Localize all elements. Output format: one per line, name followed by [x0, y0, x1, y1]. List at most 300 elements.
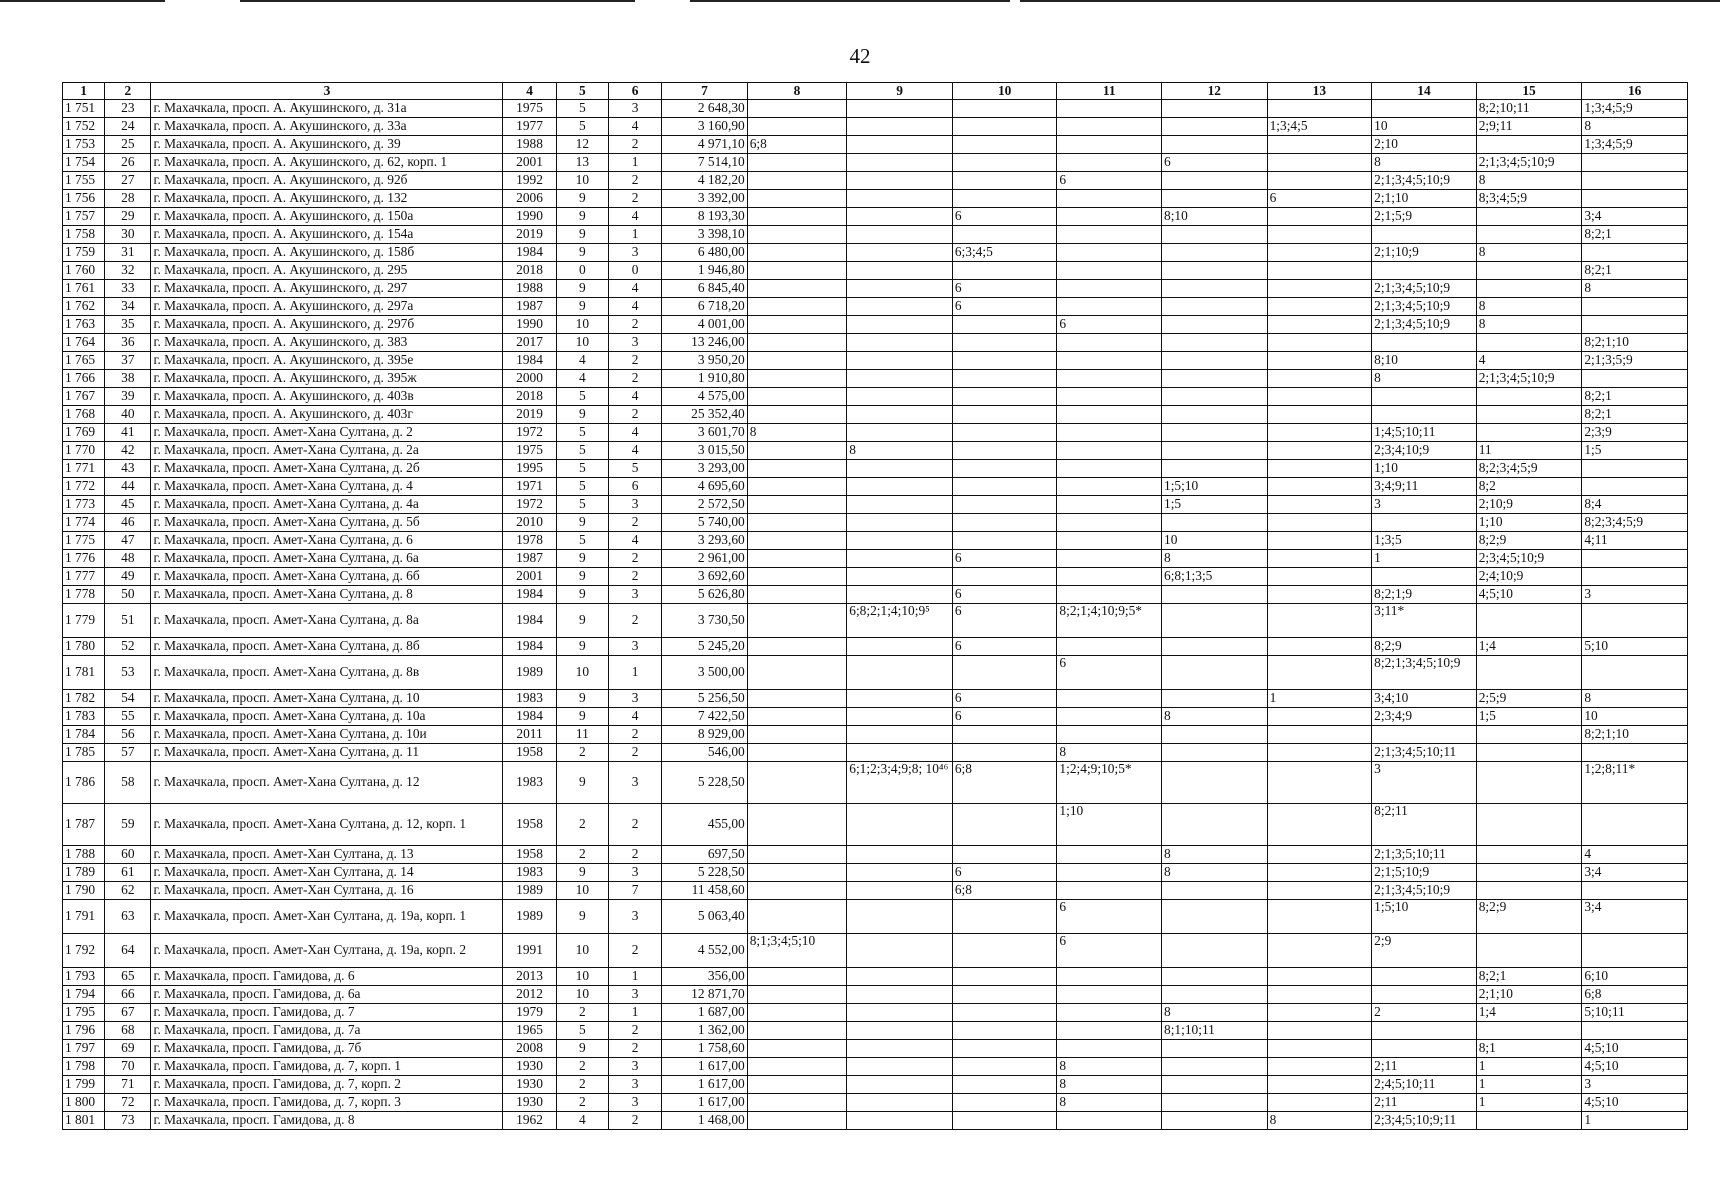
table-cell-col-11 — [1057, 1040, 1162, 1058]
table-cell-col-3: г. Махачкала, просп. А. Акушинского, д. 297а — [151, 298, 503, 316]
table-cell-col-3: г. Махачкала, просп. Амет-Хана Султана, д. 6б — [151, 568, 503, 586]
table-cell-col-16: 6;8 — [1582, 986, 1688, 1004]
table-cell-col-14 — [1372, 262, 1477, 280]
table-row — [63, 154, 1688, 172]
table-cell-col-4: 2011 — [503, 726, 556, 744]
table-cell-col-9 — [847, 460, 953, 478]
table-cell-col-1: 1 770 — [63, 442, 105, 460]
table-cell-col-3: г. Махачкала, просп. Амет-Хан Султана, д. 16 — [151, 882, 503, 900]
table-cell-col-5: 5 — [556, 460, 608, 478]
table-cell-col-14: 3;4;10 — [1372, 690, 1477, 708]
table-cell-col-11 — [1057, 986, 1162, 1004]
table-cell-col-6: 3 — [608, 244, 661, 262]
table-cell-col-13 — [1267, 496, 1372, 514]
table-cell-col-6: 3 — [608, 100, 661, 118]
table-cell-col-8 — [747, 708, 847, 726]
table-cell-col-10 — [952, 154, 1057, 172]
table-cell-col-5: 10 — [556, 882, 608, 900]
table-row — [63, 352, 1688, 370]
table-cell-col-11 — [1057, 334, 1162, 352]
table-cell-col-4: 2019 — [503, 406, 556, 424]
table-cell-col-1: 1 779 — [63, 604, 105, 638]
table-cell-col-11 — [1057, 532, 1162, 550]
table-cell-col-13 — [1267, 1022, 1372, 1040]
table-cell-col-14: 2;3;4;9 — [1372, 708, 1477, 726]
table-cell-col-11 — [1057, 388, 1162, 406]
table-cell-col-8 — [747, 316, 847, 334]
table-cell-col-11 — [1057, 442, 1162, 460]
table-cell-col-10 — [952, 1112, 1057, 1130]
table-cell-col-14: 1 — [1372, 550, 1477, 568]
table-cell-col-13 — [1267, 968, 1372, 986]
table-cell-col-2: 40 — [105, 406, 151, 424]
table-cell-col-8 — [747, 1094, 847, 1112]
table-cell-col-6: 1 — [608, 226, 661, 244]
table-cell-col-14 — [1372, 514, 1477, 532]
table-cell-col-2: 25 — [105, 136, 151, 154]
table-cell-col-10 — [952, 460, 1057, 478]
table-cell-col-11: 8;2;1;4;10;9;5* — [1057, 604, 1162, 638]
table-cell-col-15: 8;2;9 — [1476, 532, 1582, 550]
table-cell-col-14: 2;3;4;10;9 — [1372, 442, 1477, 460]
table-cell-col-7: 2 648,30 — [662, 100, 747, 118]
table-cell-col-10 — [952, 262, 1057, 280]
table-cell-col-16 — [1582, 478, 1688, 496]
table-cell-col-6: 1 — [608, 968, 661, 986]
table-cell-col-5: 9 — [556, 550, 608, 568]
table-cell-col-9 — [847, 900, 953, 934]
table-cell-col-5: 9 — [556, 244, 608, 262]
table-cell-col-9 — [847, 190, 953, 208]
table-cell-col-1: 1 785 — [63, 744, 105, 762]
table-cell-col-4: 1975 — [503, 442, 556, 460]
table-cell-col-14: 1;3;5 — [1372, 532, 1477, 550]
table-cell-col-16: 8;2;1 — [1582, 406, 1688, 424]
table-cell-col-10 — [952, 406, 1057, 424]
table-cell-col-11 — [1057, 406, 1162, 424]
table-cell-col-14: 2;1;3;4;5;10;9 — [1372, 882, 1477, 900]
table-cell-col-16 — [1582, 604, 1688, 638]
table-cell-col-14: 1;10 — [1372, 460, 1477, 478]
table-cell-col-3: г. Махачкала, просп. Амет-Хана Султана, д. 2б — [151, 460, 503, 478]
table-cell-col-1: 1 754 — [63, 154, 105, 172]
table-cell-col-6: 2 — [608, 514, 661, 532]
table-cell-col-13 — [1267, 744, 1372, 762]
table-cell-col-9 — [847, 1094, 953, 1112]
table-cell-col-5: 5 — [556, 478, 608, 496]
table-cell-col-3: г. Махачкала, просп. Амет-Хана Султана, д. 6 — [151, 532, 503, 550]
table-row — [63, 1076, 1688, 1094]
table-cell-col-10: 6 — [952, 208, 1057, 226]
table-cell-col-6: 3 — [608, 638, 661, 656]
table-cell-col-15: 8 — [1476, 244, 1582, 262]
table-cell-col-5: 9 — [556, 900, 608, 934]
table-cell-col-1: 1 800 — [63, 1094, 105, 1112]
table-cell-col-6: 3 — [608, 334, 661, 352]
table-cell-col-3: г. Махачкала, просп. Амет-Хан Султана, д. 14 — [151, 864, 503, 882]
table-cell-col-3: г. Махачкала, просп. Амет-Хана Султана, д. 5б — [151, 514, 503, 532]
table-cell-col-8 — [747, 460, 847, 478]
table-cell-col-4: 1984 — [503, 244, 556, 262]
table-cell-col-13 — [1267, 388, 1372, 406]
table-cell-col-10 — [952, 352, 1057, 370]
table-cell-col-4: 1989 — [503, 900, 556, 934]
table-cell-col-2: 58 — [105, 762, 151, 804]
table-cell-col-15: 8;2;10;11 — [1476, 100, 1582, 118]
table-cell-col-12 — [1162, 900, 1268, 934]
table-cell-col-5: 4 — [556, 370, 608, 388]
table-cell-col-14: 2;1;10 — [1372, 190, 1477, 208]
table-cell-col-16: 8;2;1;10 — [1582, 726, 1688, 744]
table-cell-col-2: 27 — [105, 172, 151, 190]
table-cell-col-10 — [952, 968, 1057, 986]
table-cell-col-8 — [747, 804, 847, 846]
table-cell-col-5: 2 — [556, 1094, 608, 1112]
table-cell-col-4: 2018 — [503, 262, 556, 280]
table-cell-col-8 — [747, 638, 847, 656]
table-cell-col-4: 1987 — [503, 550, 556, 568]
table-cell-col-5: 9 — [556, 568, 608, 586]
table-cell-col-5: 9 — [556, 298, 608, 316]
table-cell-col-10 — [952, 478, 1057, 496]
table-cell-col-2: 38 — [105, 370, 151, 388]
table-row — [63, 1022, 1688, 1040]
table-cell-col-13 — [1267, 262, 1372, 280]
table-cell-col-13: 1;3;4;5 — [1267, 118, 1372, 136]
table-row — [63, 442, 1688, 460]
table-row — [63, 568, 1688, 586]
table-cell-col-2: 43 — [105, 460, 151, 478]
table-cell-col-3: г. Махачкала, просп. А. Акушинского, д. 62, корп. 1 — [151, 154, 503, 172]
table-cell-col-1: 1 784 — [63, 726, 105, 744]
table-cell-col-1: 1 801 — [63, 1112, 105, 1130]
table-cell-col-1: 1 790 — [63, 882, 105, 900]
table-cell-col-8 — [747, 118, 847, 136]
table-cell-col-14 — [1372, 968, 1477, 986]
table-cell-col-8 — [747, 1004, 847, 1022]
table-cell-col-7: 1 687,00 — [662, 1004, 747, 1022]
table-cell-col-4: 1965 — [503, 1022, 556, 1040]
table-cell-col-12 — [1162, 604, 1268, 638]
table-cell-col-1: 1 786 — [63, 762, 105, 804]
table-cell-col-13 — [1267, 460, 1372, 478]
table-cell-col-15 — [1476, 388, 1582, 406]
table-cell-col-3: г. Махачкала, просп. Гамидова, д. 7 — [151, 1004, 503, 1022]
table-cell-col-16 — [1582, 568, 1688, 586]
table-cell-col-4: 1972 — [503, 496, 556, 514]
table-cell-col-7: 3 500,00 — [662, 656, 747, 690]
table-cell-col-9 — [847, 846, 953, 864]
table-cell-col-7: 5 228,50 — [662, 864, 747, 882]
table-cell-col-3: г. Махачкала, просп. А. Акушинского, д. 295 — [151, 262, 503, 280]
table-cell-col-7: 5 063,40 — [662, 900, 747, 934]
table-cell-col-5: 9 — [556, 864, 608, 882]
table-row — [63, 136, 1688, 154]
table-cell-col-11 — [1057, 968, 1162, 986]
table-cell-col-16 — [1582, 316, 1688, 334]
table-cell-col-6: 3 — [608, 986, 661, 1004]
table-cell-col-15: 8 — [1476, 316, 1582, 334]
table-cell-col-16: 1 — [1582, 1112, 1688, 1130]
table-cell-col-16: 1;2;8;11* — [1582, 762, 1688, 804]
table-cell-col-8 — [747, 726, 847, 744]
table-cell-col-3: г. Махачкала, просп. А. Акушинского, д. 403в — [151, 388, 503, 406]
table-cell-col-15 — [1476, 744, 1582, 762]
table-cell-col-6: 2 — [608, 934, 661, 968]
table-cell-col-12 — [1162, 882, 1268, 900]
table-cell-col-5: 13 — [556, 154, 608, 172]
table-cell-col-3: г. Махачкала, просп. А. Акушинского, д. 33а — [151, 118, 503, 136]
table-cell-col-1: 1 758 — [63, 226, 105, 244]
table-cell-col-9: 6;8;2;1;4;10;9⁵ — [847, 604, 953, 638]
table-cell-col-4: 1988 — [503, 280, 556, 298]
table-cell-col-14: 3 — [1372, 762, 1477, 804]
table-cell-col-3: г. Махачкала, просп. Амет-Хан Султана, д. 19а, корп. 2 — [151, 934, 503, 968]
table-cell-col-2: 66 — [105, 986, 151, 1004]
table-cell-col-1: 1 759 — [63, 244, 105, 262]
table-cell-col-1: 1 798 — [63, 1058, 105, 1076]
table-cell-col-4: 2001 — [503, 568, 556, 586]
table-cell-col-6: 4 — [608, 388, 661, 406]
table-cell-col-4: 1990 — [503, 316, 556, 334]
table-row — [63, 388, 1688, 406]
table-cell-col-3: г. Махачкала, просп. Амет-Хана Султана, д. 4а — [151, 496, 503, 514]
table-row — [63, 804, 1688, 846]
table-cell-col-10 — [952, 442, 1057, 460]
table-cell-col-12 — [1162, 316, 1268, 334]
table-cell-col-11 — [1057, 514, 1162, 532]
table-cell-col-9 — [847, 882, 953, 900]
table-cell-col-16: 3;4 — [1582, 864, 1688, 882]
table-cell-col-2: 51 — [105, 604, 151, 638]
table-cell-col-13 — [1267, 154, 1372, 172]
table-cell-col-14: 2;1;3;4;5;10;9 — [1372, 280, 1477, 298]
table-cell-col-16: 4;5;10 — [1582, 1040, 1688, 1058]
table-cell-col-16: 8;2;1 — [1582, 262, 1688, 280]
table-cell-col-2: 62 — [105, 882, 151, 900]
table-cell-col-16: 8;2;3;4;5;9 — [1582, 514, 1688, 532]
table-cell-col-12: 8 — [1162, 708, 1268, 726]
table-row — [63, 100, 1688, 118]
table-cell-col-15 — [1476, 882, 1582, 900]
table-cell-col-3: г. Махачкала, просп. А. Акушинского, д. 403г — [151, 406, 503, 424]
table-cell-col-9 — [847, 1112, 953, 1130]
table-cell-col-5: 2 — [556, 1004, 608, 1022]
table-cell-col-8 — [747, 690, 847, 708]
table-cell-col-4: 1930 — [503, 1076, 556, 1094]
table-cell-col-1: 1 760 — [63, 262, 105, 280]
table-cell-col-7: 5 740,00 — [662, 514, 747, 532]
table-row — [63, 478, 1688, 496]
table-cell-col-12 — [1162, 352, 1268, 370]
table-cell-col-2: 69 — [105, 1040, 151, 1058]
table-cell-col-15 — [1476, 406, 1582, 424]
table-cell-col-4: 2006 — [503, 190, 556, 208]
table-cell-col-5: 2 — [556, 1076, 608, 1094]
table-cell-col-13: 6 — [1267, 190, 1372, 208]
table-cell-col-8 — [747, 1058, 847, 1076]
table-cell-col-7: 4 001,00 — [662, 316, 747, 334]
table-cell-col-3: г. Махачкала, просп. Амет-Хана Султана, д. 10 — [151, 690, 503, 708]
table-cell-col-3: г. Махачкала, просп. Амет-Хан Султана, д. 19а, корп. 1 — [151, 900, 503, 934]
table-cell-col-9 — [847, 154, 953, 172]
table-cell-col-11 — [1057, 208, 1162, 226]
table-cell-col-16: 8 — [1582, 690, 1688, 708]
table-row — [63, 638, 1688, 656]
table-cell-col-16 — [1582, 804, 1688, 846]
table-cell-col-14: 2;10 — [1372, 136, 1477, 154]
table-cell-col-15: 8;1 — [1476, 1040, 1582, 1058]
table-cell-col-15 — [1476, 262, 1582, 280]
table-cell-col-14: 8 — [1372, 154, 1477, 172]
table-cell-col-16: 8 — [1582, 280, 1688, 298]
table-cell-col-11 — [1057, 226, 1162, 244]
table-cell-col-4: 1984 — [503, 708, 556, 726]
table-cell-col-9 — [847, 316, 953, 334]
table-cell-col-5: 12 — [556, 136, 608, 154]
table-cell-col-7: 6 845,40 — [662, 280, 747, 298]
table-cell-col-12 — [1162, 514, 1268, 532]
table-cell-col-5: 11 — [556, 726, 608, 744]
table-cell-col-13 — [1267, 550, 1372, 568]
table-cell-col-4: 1971 — [503, 478, 556, 496]
table-cell-col-3: г. Махачкала, просп. А. Акушинского, д. 92б — [151, 172, 503, 190]
table-cell-col-16: 4 — [1582, 846, 1688, 864]
table-cell-col-9 — [847, 638, 953, 656]
table-row — [63, 226, 1688, 244]
table-cell-col-10 — [952, 846, 1057, 864]
table-cell-col-8 — [747, 262, 847, 280]
table-cell-col-9 — [847, 726, 953, 744]
table-cell-col-14 — [1372, 226, 1477, 244]
table-cell-col-6: 6 — [608, 478, 661, 496]
table-cell-col-16 — [1582, 172, 1688, 190]
table-cell-col-12 — [1162, 968, 1268, 986]
table-cell-col-15 — [1476, 334, 1582, 352]
table-cell-col-16 — [1582, 190, 1688, 208]
table-cell-col-7: 3 015,50 — [662, 442, 747, 460]
table-cell-col-8 — [747, 968, 847, 986]
table-cell-col-12: 1;5 — [1162, 496, 1268, 514]
table-cell-col-10 — [952, 136, 1057, 154]
table-cell-col-8 — [747, 172, 847, 190]
table-cell-col-16: 1;5 — [1582, 442, 1688, 460]
table-cell-col-14: 8 — [1372, 370, 1477, 388]
table-cell-col-1: 1 763 — [63, 316, 105, 334]
table-cell-col-15: 2;3;4;5;10;9 — [1476, 550, 1582, 568]
table-cell-col-12: 8;1;10;11 — [1162, 1022, 1268, 1040]
table-cell-col-7: 2 961,00 — [662, 550, 747, 568]
table-row — [63, 586, 1688, 604]
table-cell-col-13 — [1267, 136, 1372, 154]
table-cell-col-1: 1 777 — [63, 568, 105, 586]
table-cell-col-6: 2 — [608, 804, 661, 846]
table-cell-col-14 — [1372, 100, 1477, 118]
table-cell-col-10: 6 — [952, 638, 1057, 656]
table-cell-col-5: 10 — [556, 334, 608, 352]
table-cell-col-6: 3 — [608, 690, 661, 708]
table-cell-col-7: 13 246,00 — [662, 334, 747, 352]
table-row — [63, 846, 1688, 864]
table-cell-col-6: 3 — [608, 496, 661, 514]
table-row — [63, 1040, 1688, 1058]
table-cell-col-2: 73 — [105, 1112, 151, 1130]
table-row — [63, 334, 1688, 352]
table-cell-col-3: г. Махачкала, просп. Амет-Хан Султана, д. 13 — [151, 846, 503, 864]
table-cell-col-1: 1 781 — [63, 656, 105, 690]
table-cell-col-6: 2 — [608, 1112, 661, 1130]
table-cell-col-5: 9 — [556, 406, 608, 424]
table-cell-col-3: г. Махачкала, просп. Амет-Хана Султана, д. 2а — [151, 442, 503, 460]
table-cell-col-13 — [1267, 226, 1372, 244]
table-cell-col-11 — [1057, 154, 1162, 172]
table-cell-col-11 — [1057, 280, 1162, 298]
table-cell-col-15: 1;4 — [1476, 1004, 1582, 1022]
table-cell-col-14 — [1372, 1022, 1477, 1040]
register-table — [62, 82, 1688, 1130]
table-row — [63, 172, 1688, 190]
table-cell-col-15: 8;2;1 — [1476, 968, 1582, 986]
table-cell-col-4: 1992 — [503, 172, 556, 190]
table-cell-col-5: 2 — [556, 804, 608, 846]
table-cell-col-5: 10 — [556, 968, 608, 986]
table-cell-col-8 — [747, 388, 847, 406]
table-cell-col-5: 9 — [556, 690, 608, 708]
table-cell-col-15 — [1476, 280, 1582, 298]
table-cell-col-14: 3;11* — [1372, 604, 1477, 638]
table-cell-col-7: 3 692,60 — [662, 568, 747, 586]
table-cell-col-10 — [952, 388, 1057, 406]
table-cell-col-11: 8 — [1057, 744, 1162, 762]
table-cell-col-11: 6 — [1057, 900, 1162, 934]
table-cell-col-14: 2;11 — [1372, 1094, 1477, 1112]
table-cell-col-1: 1 780 — [63, 638, 105, 656]
table-cell-col-16: 3 — [1582, 586, 1688, 604]
table-cell-col-12: 8 — [1162, 846, 1268, 864]
table-cell-col-13 — [1267, 586, 1372, 604]
table-cell-col-15: 1 — [1476, 1094, 1582, 1112]
table-cell-col-5: 4 — [556, 1112, 608, 1130]
table-cell-col-7: 3 293,00 — [662, 460, 747, 478]
table-cell-col-5: 5 — [556, 1022, 608, 1040]
table-cell-col-12 — [1162, 1058, 1268, 1076]
table-cell-col-8: 8 — [747, 424, 847, 442]
table-cell-col-7: 356,00 — [662, 968, 747, 986]
table-cell-col-12 — [1162, 370, 1268, 388]
table-cell-col-9: 6;1;2;3;4;9;8; 10⁴⁶ — [847, 762, 953, 804]
header-row — [63, 83, 1688, 100]
top-edge-line — [0, 0, 165, 2]
table-cell-col-8 — [747, 744, 847, 762]
table-cell-col-12 — [1162, 388, 1268, 406]
table-cell-col-10 — [952, 172, 1057, 190]
table-cell-col-15 — [1476, 1022, 1582, 1040]
table-row — [63, 298, 1688, 316]
table-cell-col-15 — [1476, 136, 1582, 154]
table-cell-col-7: 3 160,90 — [662, 118, 747, 136]
table-cell-col-10 — [952, 1058, 1057, 1076]
table-cell-col-5: 5 — [556, 100, 608, 118]
table-cell-col-14: 2;3;4;5;10;9;11 — [1372, 1112, 1477, 1130]
table-cell-col-3: г. Махачкала, просп. А. Акушинского, д. 297б — [151, 316, 503, 334]
table-cell-col-4: 1995 — [503, 460, 556, 478]
table-cell-col-15: 8;3;4;5;9 — [1476, 190, 1582, 208]
table-cell-col-12 — [1162, 744, 1268, 762]
table-cell-col-13 — [1267, 934, 1372, 968]
table-cell-col-14 — [1372, 406, 1477, 424]
table-cell-col-7: 8 193,30 — [662, 208, 747, 226]
table-cell-col-5: 9 — [556, 280, 608, 298]
